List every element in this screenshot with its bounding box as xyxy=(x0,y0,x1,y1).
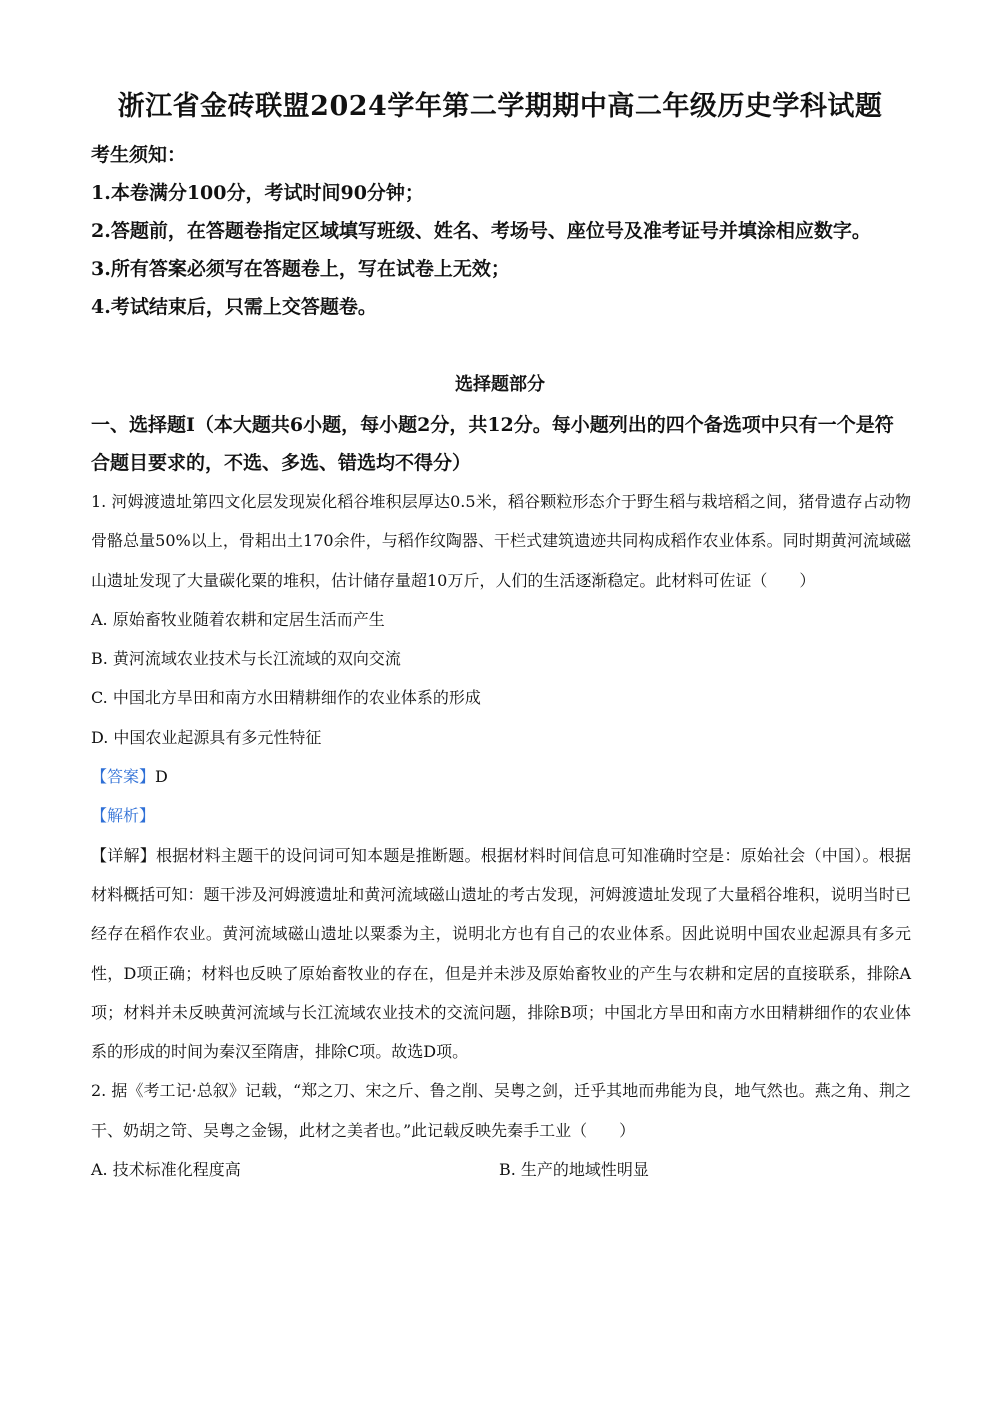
question-2-options xyxy=(91,1150,911,1189)
question-1-option-c: C. 中国北方旱田和南方水田精耕细作的农业体系的形成 xyxy=(91,688,481,708)
notice-heading: 考生须知： xyxy=(91,144,187,166)
question-2-option-a: A. 技术标准化程度高 xyxy=(91,1160,241,1180)
question-2-stem: 2. 据《考工记·总叙》记载，“郑之刀、宋之斤、鲁之削、吴粤之剑，迁乎其地而弗能为良，地气然也。燕之角、荆之干、奶胡之笴、吴粤之金锡，此材之美者也。”此记载反映先秦手工业（ ） xyxy=(91,1081,911,1140)
notice-item-1: 1.本卷满分100分，考试时间90分钟； xyxy=(91,182,424,204)
answer-value: D xyxy=(155,767,168,787)
page-title: 浙江省金砖联盟2024学年第二学期期中高二年级历史学科试题 xyxy=(117,91,883,122)
exam-notice xyxy=(91,136,921,326)
question-1-option-a: A. 原始畜牧业随着农耕和定居生活而产生 xyxy=(91,609,385,629)
question-1-option-d: D. 中国农业起源具有多元性特征 xyxy=(91,727,322,747)
notice-item-3: 3.所有答案必须写在答题卷上，写在试卷上无效； xyxy=(91,258,510,280)
notice-item-2: 2.答题前，在答题卷指定区域填写班级、姓名、考场号、座位号及准考证号并填涂相应数字。 xyxy=(91,220,871,242)
question-1-analysis xyxy=(91,796,911,835)
question-1-option-b: B. 黄河流域农业技术与长江流域的双向交流 xyxy=(91,649,401,669)
part-title: 一、选择题Ⅰ（本大题共6小题，每小题2分，共12分。每小题列出的四个备选项中只有一个是符合题目要求的，不选、多选、错选均不得分） xyxy=(91,414,894,474)
answer-tag: 【答案】 xyxy=(91,767,156,787)
analysis-tag: 【解析】 xyxy=(91,806,156,826)
question-1-answer xyxy=(91,757,911,796)
question-2-option-b: B. 生产的地域性明显 xyxy=(499,1160,649,1180)
question-1 xyxy=(91,482,911,1189)
question-1-stem: 1. 河姆渡遗址第四文化层发现炭化稻谷堆积层厚达0.5米，稻谷颗粒形态介于野生稻与栽培稻之间，猪骨遗存占动物骨骼总量50%以上，骨耜出土170余件，与稻作纹陶器、干栏式建筑遗迹共同构成稻作农业体系。同时期黄河流域磁山遗址发现了大量碳化粟的堆积，估计储存量超10万斤，人们的生活逐渐稳定。此材料可佐证（ ） xyxy=(91,492,911,590)
question-1-detail: 【详解】根据材料主题干的设问词可知本题是推断题。根据材料时间信息可知准确时空是：原始社会（中国）。根据材料概括可知：题干涉及河姆渡遗址和黄河流域磁山遗址的考古发现，河姆渡遗址发现了大量稻谷堆积，说明当时已经存在稻作农业。黄河流域磁山遗址以粟黍为主，说明北方也有自己的农业体系。因此说明中国农业起源具有多元性，D项正确；材料也反映了原始畜牧业的存在，但是并未涉及原始畜牧业的产生与农耕和定居的直接联系，排除A项；材料并未反映黄河流域与长江流域农业技术的交流问题，排除B项；中国北方旱田和南方水田精耕细作的农业体系的形成的时间为秦汉至隋唐，排除C项。故选D项。 xyxy=(91,845,911,1062)
section-title: 选择题部分 xyxy=(455,374,545,395)
notice-item-4: 4.考试结束后，只需上交答题卷。 xyxy=(91,296,377,318)
